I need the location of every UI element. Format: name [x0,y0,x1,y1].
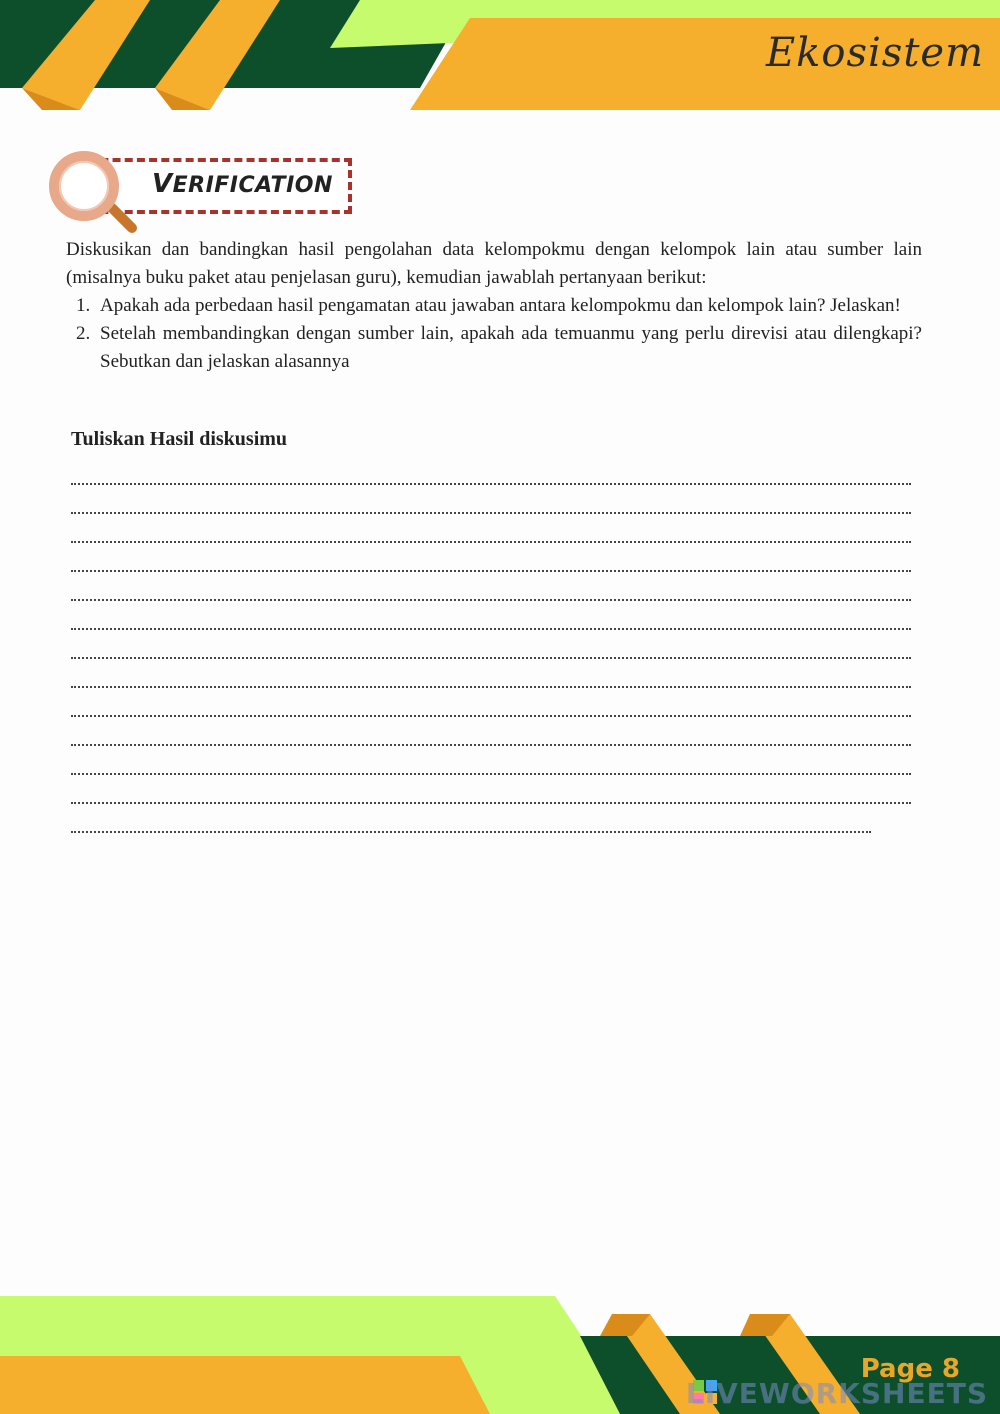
watermark: LIVEWORKSHEETS [685,1377,988,1410]
answer-line[interactable] [71,804,871,833]
question-number: 2. [76,323,91,344]
instruction-paragraph: Diskusikan dan bandingkan hasil pengolahan data kelompokmu dengan kelompok lain atau sumber lain (misalnya buku paket atau penjelasan guru), kemudian jawablah pertanyaan berikut: [66,239,922,288]
question-text: Setelah membandingkan dengan sumber lain, apakah ada temuanmu yang perlu direvisi atau dilengkapi? Sebutkan dan jelaskan alasannya [100,323,922,372]
answer-line[interactable] [71,746,911,775]
answer-line[interactable] [71,456,911,485]
question-number: 1. [76,295,91,316]
verification-heading [152,169,333,199]
answer-line[interactable] [71,485,911,514]
answer-line[interactable] [71,514,911,543]
answer-heading: Tuliskan Hasil diskusimu [71,428,288,450]
answer-area[interactable] [71,456,911,833]
question-item [76,292,922,320]
question-item [76,320,922,376]
answer-line[interactable] [71,630,911,659]
answer-line[interactable] [71,688,911,717]
answer-line[interactable] [71,659,911,688]
answer-line[interactable] [71,775,911,804]
verification-heading-rest: ERIFICATION [172,173,333,198]
answer-line[interactable] [71,601,911,630]
question-text: Apakah ada perbedaan hasil pengamatan atau jawaban antara kelompokmu dan kelompok lain? Jelaskan! [100,295,901,316]
question-list [76,292,922,376]
answer-line[interactable] [71,543,911,572]
answer-line[interactable] [71,572,911,601]
magnifier-icon [42,150,146,240]
page-number: Page 8 [860,1354,960,1384]
verification-heading-initial: V [152,169,173,199]
page-header-title: Ekosistem [765,30,984,76]
answer-line[interactable] [71,717,911,746]
